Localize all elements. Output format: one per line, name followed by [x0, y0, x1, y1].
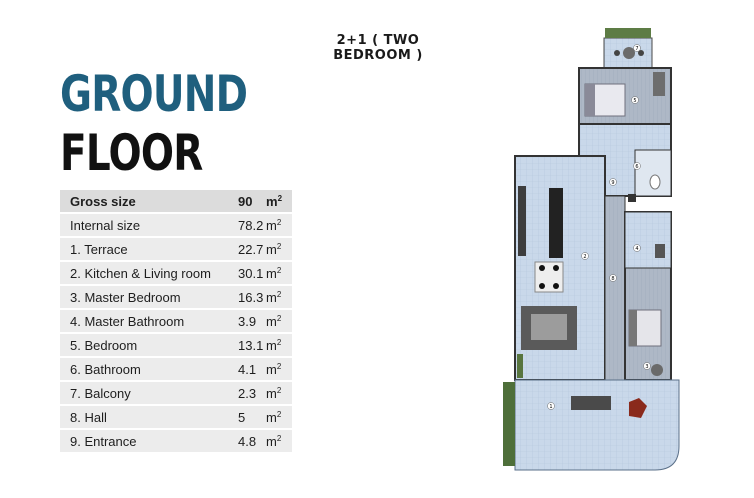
terrace-area — [503, 380, 679, 470]
sink — [655, 244, 665, 258]
row-label: 2. Kitchen & Living room — [70, 265, 211, 281]
row-unit: $m^2$ — [266, 241, 282, 257]
master-bedroom-area — [625, 212, 671, 380]
room-marker-label: 9 — [611, 180, 615, 186]
table-row — [60, 382, 292, 404]
area-table — [60, 190, 292, 454]
headboard — [585, 84, 595, 116]
row-label: 9. Entrance — [70, 433, 137, 449]
row-label: 6. Bathroom — [70, 361, 141, 377]
row-value: 3.9 — [238, 313, 257, 329]
table-row — [60, 310, 292, 332]
row-value: 4.8 — [238, 433, 257, 449]
row-label: 1. Terrace — [70, 241, 128, 257]
rug — [531, 314, 567, 340]
row-value: 13.1 — [238, 337, 264, 353]
row-label: 7. Balcony — [70, 385, 131, 401]
door-frame — [628, 194, 636, 202]
row-unit: $m^2$ — [266, 313, 282, 329]
row-value: 4.1 — [238, 361, 257, 377]
kitchen-living-area — [515, 156, 605, 380]
table-row — [60, 406, 292, 428]
balcony-table — [623, 47, 635, 59]
row-label: 4. Master Bathroom — [70, 313, 185, 329]
room-marker-label: 5 — [633, 98, 637, 104]
table-row — [60, 214, 292, 236]
row-unit: $m^2$ — [266, 409, 282, 425]
hall-area — [605, 196, 625, 380]
plant — [517, 354, 523, 378]
chair — [614, 50, 620, 56]
table-row — [60, 262, 292, 284]
table-row — [60, 238, 292, 260]
row-unit: $m^2$ — [266, 361, 282, 377]
bedroom-area — [579, 68, 671, 124]
page-title-floor: FLOOR — [60, 124, 203, 182]
row-value: 78.2 — [238, 217, 264, 233]
row-unit: $m^2$ — [266, 385, 282, 401]
table-row — [60, 430, 292, 452]
table-row — [60, 358, 292, 380]
row-unit: $m^2$ — [266, 289, 282, 305]
room-marker-label: 3 — [645, 364, 649, 370]
floor-plan — [497, 26, 687, 476]
room-marker-label: 4 — [635, 246, 639, 252]
row-value: 90 — [238, 193, 253, 209]
row-unit: $m^2$ — [266, 337, 282, 353]
row-label: Internal size — [70, 217, 141, 233]
room-marker-label: 8 — [611, 276, 615, 282]
table-row-gross-size — [60, 190, 292, 212]
planter-side — [503, 382, 515, 466]
page-title-ground: GROUND — [60, 65, 248, 123]
room-marker-label: 6 — [635, 164, 639, 170]
row-unit: $m^2$ — [266, 217, 282, 233]
room-marker-label: 1 — [549, 404, 553, 410]
master-headboard — [629, 310, 637, 346]
row-unit: $m^2$ — [266, 433, 282, 449]
balcony-area — [604, 28, 652, 68]
row-unit: $m^2$ — [266, 193, 283, 209]
table-row — [60, 286, 292, 308]
kitchen-island — [549, 188, 563, 258]
row-value: 30.1 — [238, 265, 264, 281]
row-value: 2.3 — [238, 385, 257, 401]
row-label: 5. Bedroom — [70, 337, 138, 353]
kitchen-counter — [518, 186, 526, 256]
row-value: 5 — [238, 409, 246, 425]
row-label: Gross size — [70, 193, 136, 209]
planter-top — [605, 28, 651, 38]
plan-subtitle: 2+1 ( TWO BEDROOM ) — [333, 33, 423, 63]
toilet — [650, 175, 660, 189]
row-value: 22.7 — [238, 241, 264, 257]
row-label: 3. Master Bedroom — [70, 289, 181, 305]
row-label: 8. Hall — [70, 409, 107, 425]
room-marker-label: 7 — [635, 46, 639, 52]
wardrobe — [653, 72, 665, 96]
room-marker-label: 2 — [583, 254, 587, 260]
row-unit: $m^2$ — [266, 265, 282, 281]
table-row — [60, 334, 292, 356]
dining-table — [535, 262, 563, 292]
row-value: 16.3 — [238, 289, 264, 305]
outdoor-sofa — [571, 396, 611, 410]
armchair — [651, 364, 663, 376]
